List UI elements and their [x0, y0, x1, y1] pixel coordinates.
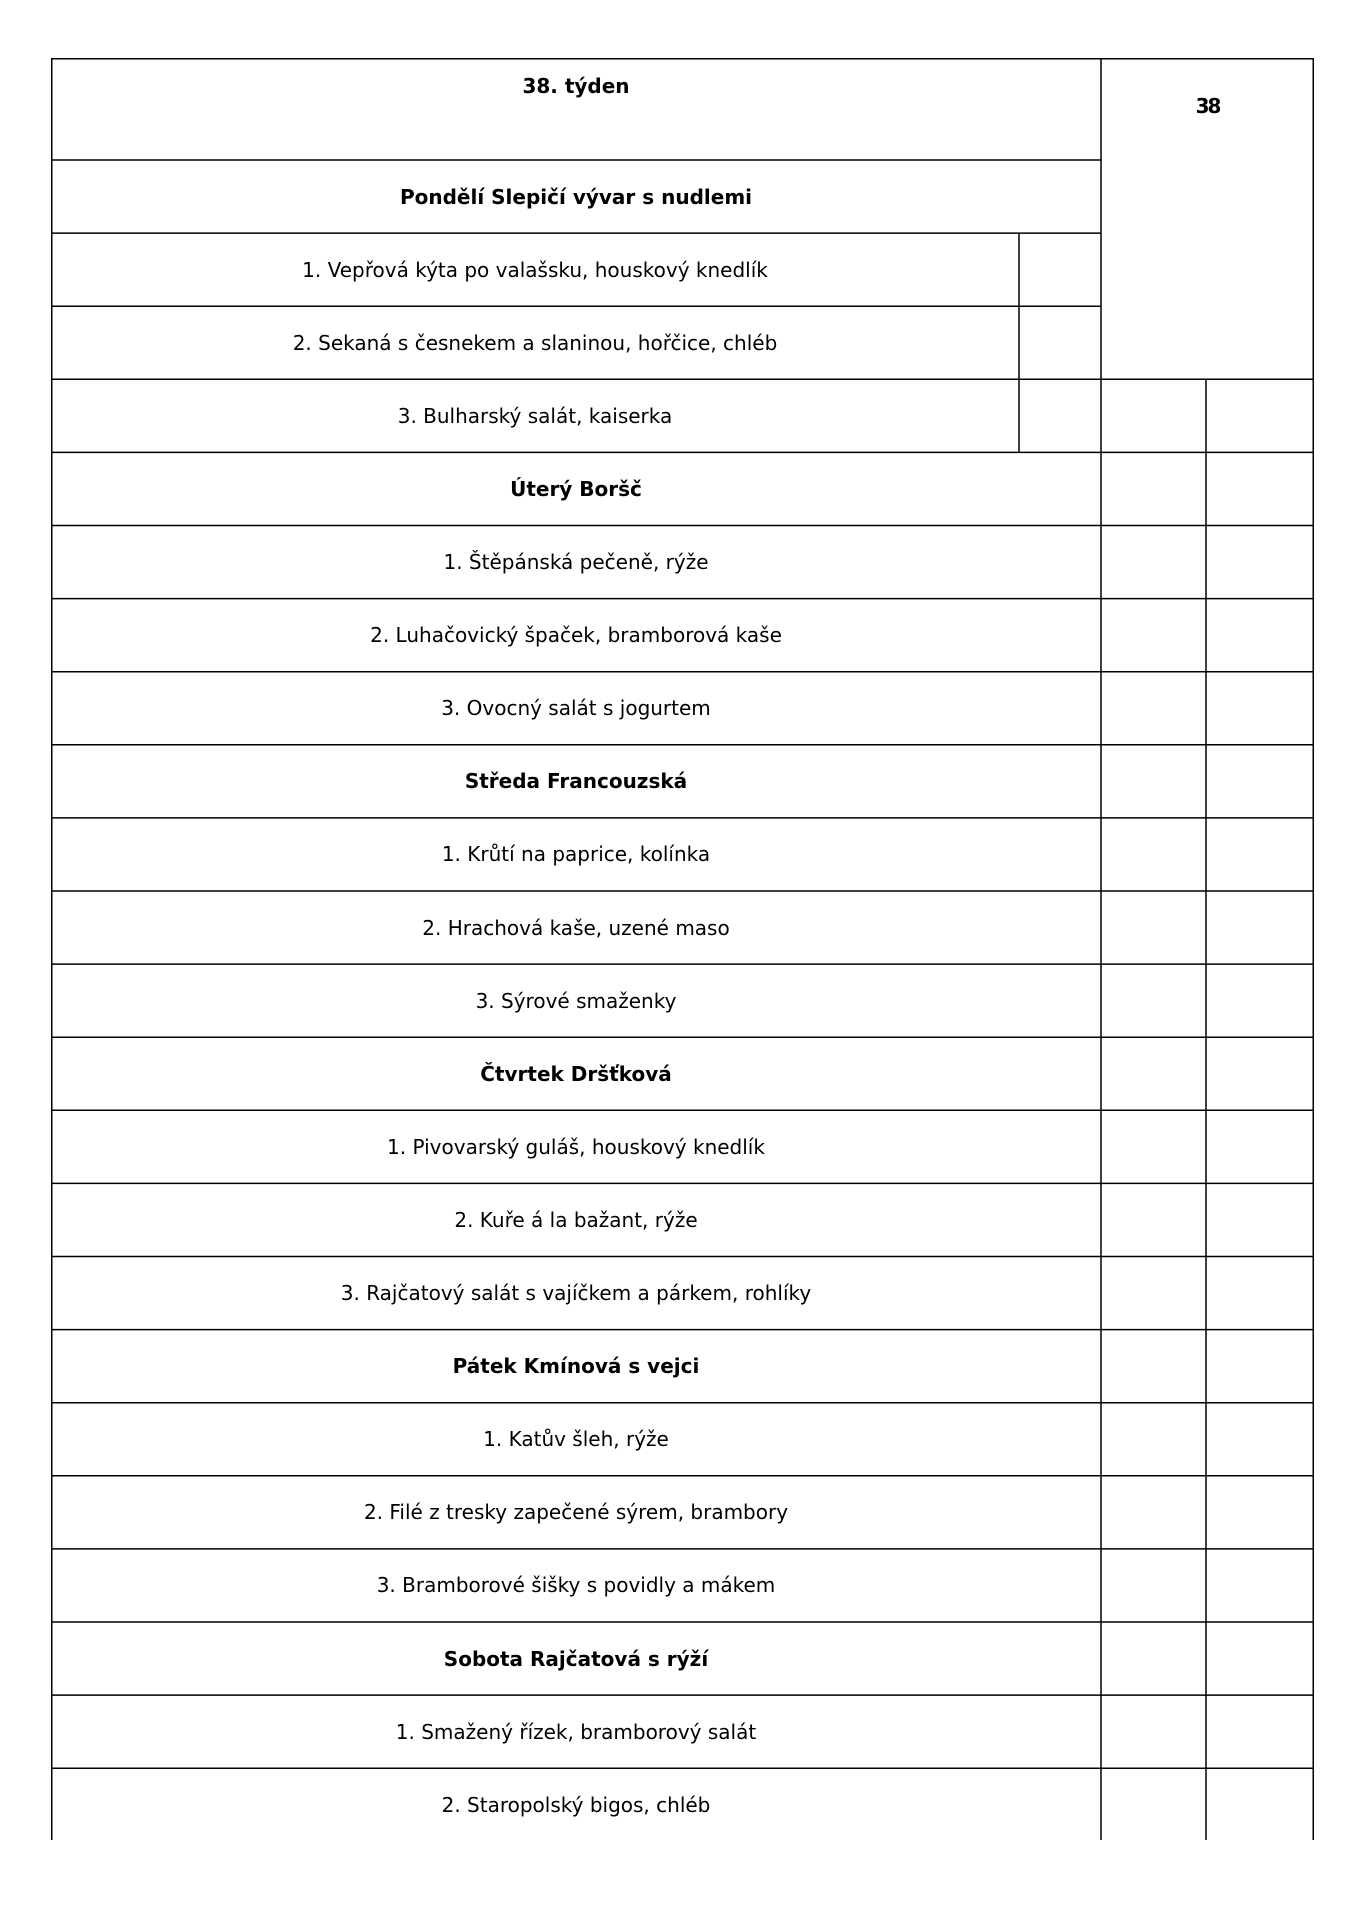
menu-item: 1. Katův šleh, rýže — [483, 1427, 669, 1452]
menu-item: 2. Luhačovický špaček, bramborová kaše — [370, 623, 782, 648]
menu-item: 1. Pivovarský guláš, houskový knedlík — [387, 1134, 765, 1159]
menu-item: 1. Krůtí na paprice, kolínka — [441, 842, 711, 867]
week-number: 38 — [1195, 94, 1220, 118]
menu-item: 2. Hrachová kaše, uzené maso — [422, 915, 730, 940]
menu-item: 3. Ovocný salát s jogurtem — [441, 696, 711, 721]
day-heading: Středa Francouzská — [464, 769, 688, 794]
day-heading: Úterý Boršč — [510, 476, 642, 501]
menu-item: 1. Smažený řízek, bramborový salát — [395, 1719, 757, 1744]
menu-item: 3. Rajčatový salát s vajíčkem a párkem, rohlíky — [340, 1281, 812, 1306]
menu-item: 2. Sekaná s česnekem a slaninou, hořčice, chléb — [292, 330, 778, 355]
week-title: 38. týden — [522, 74, 630, 98]
menu-item: 2. Staropolský bigos, chléb — [441, 1792, 711, 1817]
menu-item: 1. Štěpánská pečeně, rýže — [443, 550, 709, 575]
day-heading: Pondělí Slepičí vývar s nudlemi — [399, 184, 753, 209]
menu-item: 3. Bulharský salát, kaiserka — [397, 403, 673, 428]
menu-item: 1. Vepřová kýta po valašsku, houskový knedlík — [302, 257, 768, 282]
menu-item: 3. Sýrové smaženky — [475, 988, 677, 1013]
menu-item: 2. Filé z tresky zapečené sýrem, brambory — [363, 1500, 789, 1525]
day-heading: Pátek Kmínová s vejci — [452, 1354, 700, 1379]
menu-table — [51, 58, 1314, 1840]
day-heading: Čtvrtek Dršťková — [480, 1061, 672, 1086]
day-heading: Sobota Rajčatová s rýží — [443, 1646, 709, 1671]
menu-item: 3. Bramborové šišky s povidly a mákem — [376, 1573, 776, 1598]
menu-item: 2. Kuře á la bažant, rýže — [454, 1207, 698, 1232]
